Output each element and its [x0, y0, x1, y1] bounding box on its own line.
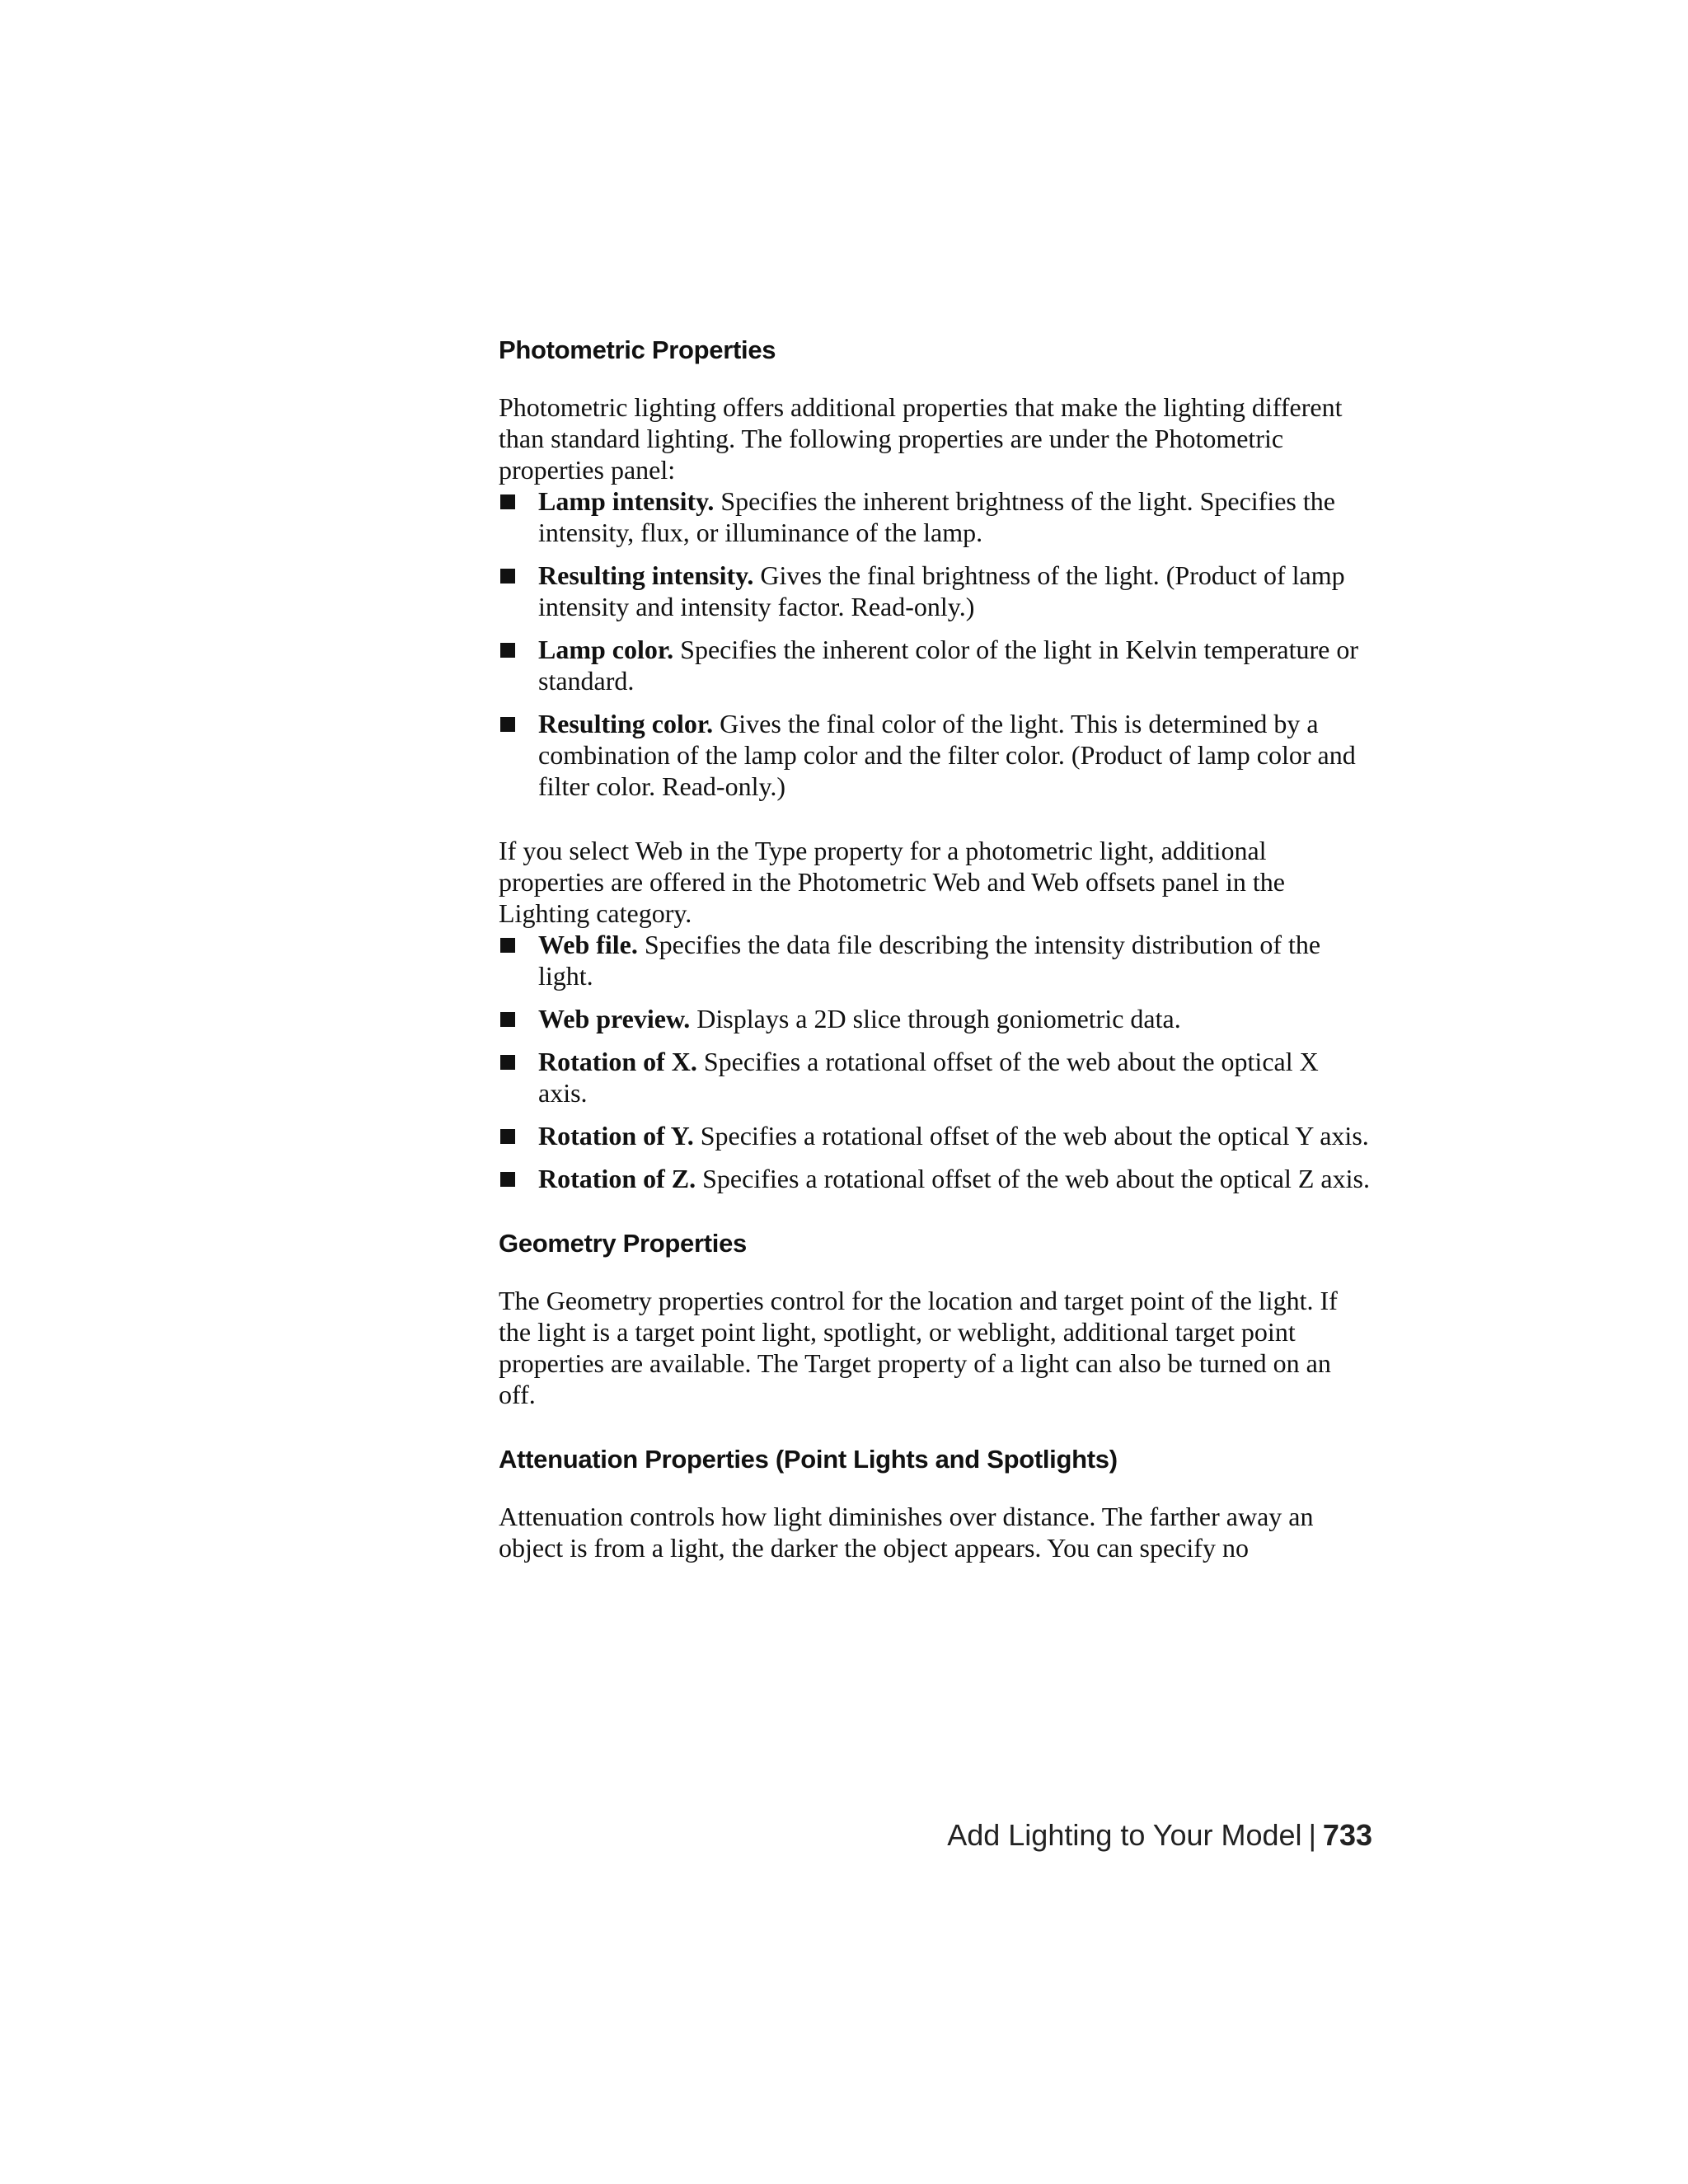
square-bullet-icon: [500, 1129, 515, 1144]
definition: Gives the final color of the light. This is determined by a combination of the lamp color and the filter color. (Product of lamp color and filter color. Read-only.): [538, 709, 1356, 801]
list-item: [499, 1120, 1372, 1151]
square-bullet-icon: [500, 1172, 515, 1187]
square-bullet-icon: [500, 569, 515, 583]
definition: Specifies a rotational offset of the web about the optical Z axis.: [702, 1164, 1370, 1193]
term: Web file.: [538, 930, 638, 959]
paragraph-web-intro: If you select Web in the Type property for a photometric light, additional properties are offered in the Photometric Web and Web offsets panel in the Lighting category.: [499, 836, 1285, 928]
photometric-property-list: [499, 485, 1372, 802]
web-property-list: [499, 929, 1372, 1194]
list-item: [499, 560, 1372, 622]
list-item: [499, 1046, 1372, 1108]
footer-separator: |: [1308, 1818, 1316, 1852]
term: Web preview.: [538, 1004, 691, 1033]
term: Rotation of Z.: [538, 1164, 696, 1193]
square-bullet-icon: [500, 494, 515, 509]
list-item: [499, 708, 1372, 802]
term: Resulting intensity.: [538, 560, 754, 590]
definition: Displays a 2D slice through goniometric data.: [696, 1004, 1181, 1033]
definition: Specifies a rotational offset of the web about the optical Y axis.: [700, 1121, 1369, 1151]
list-item: [499, 485, 1372, 548]
definition: Specifies the data file describing the intensity distribution of the light.: [538, 930, 1321, 991]
list-item: [499, 1003, 1372, 1034]
definition: Gives the final brightness of the light. (Product of lamp intensity and intensity factor. Read-only.): [538, 560, 1345, 621]
square-bullet-icon: [500, 1012, 515, 1027]
term: Resulting color.: [538, 709, 714, 738]
square-bullet-icon: [500, 938, 515, 953]
page-number: 733: [1322, 1818, 1372, 1852]
page-content: [499, 334, 1372, 1563]
chapter-title: Add Lighting to Your Model: [947, 1818, 1302, 1852]
term: Rotation of Y.: [538, 1121, 694, 1151]
term: Lamp color.: [538, 635, 674, 664]
term: Lamp intensity.: [538, 486, 715, 516]
definition: Specifies the inherent brightness of the light. Specifies the intensity, flux, or illuminance of the lamp.: [538, 486, 1335, 547]
page-footer: [947, 1817, 1372, 1854]
definition: Specifies the inherent color of the light in Kelvin temperature or standard.: [538, 635, 1358, 696]
paragraph-geometry: The Geometry properties control for the location and target point of the light. If the light is a target point light, spotlight, or weblight, additional target point properties are available. The Target property of a light can also be turned on an off.: [499, 1286, 1338, 1409]
list-item: [499, 634, 1372, 696]
list-item: [499, 929, 1372, 991]
square-bullet-icon: [500, 717, 515, 732]
paragraph-attenuation: Attenuation controls how light diminishes over distance. The farther away an object is from a light, the darker the object appears. You can specify no: [499, 1502, 1314, 1563]
square-bullet-icon: [500, 1055, 515, 1070]
square-bullet-icon: [500, 643, 515, 658]
term: Rotation of X.: [538, 1047, 697, 1076]
definition: Specifies a rotational offset of the web about the optical X axis.: [538, 1047, 1319, 1108]
section-heading-attenuation: Attenuation Properties (Point Lights and Spotlights): [499, 1445, 1118, 1474]
list-item: [499, 1163, 1372, 1194]
paragraph-photometric-intro: Photometric lighting offers additional properties that make the lighting different than standard lighting. The following properties are under the Photometric properties panel:: [499, 392, 1343, 485]
section-heading-photometric: Photometric Properties: [499, 335, 776, 364]
section-heading-geometry: Geometry Properties: [499, 1229, 747, 1258]
